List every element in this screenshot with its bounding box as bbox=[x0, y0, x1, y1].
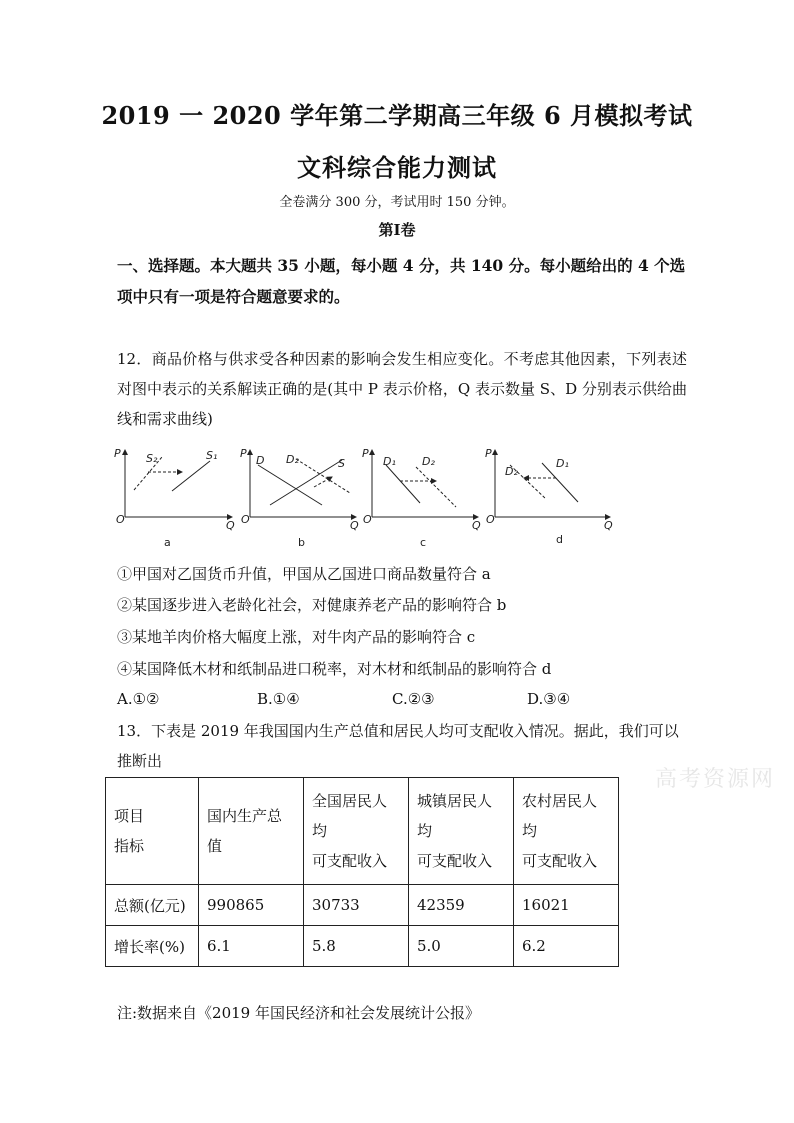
graph-b-p-label: P bbox=[240, 447, 247, 460]
graph-d-o-label: O bbox=[486, 513, 495, 526]
option-3: ③某地羊肉价格大幅度上涨，对牛肉产品的影响符合 c bbox=[117, 628, 476, 646]
table-cell: 990865 bbox=[199, 885, 304, 926]
graph-a-curve-label: S₂ bbox=[146, 452, 158, 465]
graph-c-p-label: P bbox=[362, 447, 369, 460]
table-cell: 总额(亿元) bbox=[106, 885, 199, 926]
graph-c-curve-label: D₁ bbox=[383, 455, 396, 468]
question-12-stem: 12．商品价格与供求受各种因素的影响会发生相应变化。不考虑其他因素，下列表述对图中表示的关系解读正确的是(其中 P 表示价格，Q 表示数量 S、D 分别表示供给曲线和需求曲线) bbox=[117, 350, 687, 428]
graph-b-q-label: Q bbox=[350, 519, 359, 532]
graph-d-p-label: P bbox=[485, 447, 492, 460]
graph-b-caption: b bbox=[298, 536, 305, 549]
table-cell: 42359 bbox=[409, 885, 514, 926]
volume-heading: 第Ⅰ卷 bbox=[378, 221, 416, 239]
table-header-cell: 项目 指标 bbox=[106, 778, 199, 885]
exam-title: 2019 一 2020 学年第二学期高三年级 6 月模拟考试 bbox=[101, 101, 693, 130]
option-1: ①甲国对乙国货币升值，甲国从乙国进口商品数量符合 a bbox=[117, 565, 491, 583]
table-row bbox=[106, 885, 619, 926]
graph-d-q-label: Q bbox=[604, 519, 613, 532]
table-row bbox=[106, 926, 619, 967]
choice-a: A.①② bbox=[117, 690, 160, 708]
graph-b-o-label: O bbox=[241, 513, 250, 526]
income-table bbox=[105, 777, 619, 967]
watermark: 高考资源网 bbox=[655, 767, 776, 792]
graph-a-curve-label: S₁ bbox=[206, 449, 218, 462]
option-2: ②某国逐步进入老龄化社会，对健康养老产品的影响符合 b bbox=[117, 596, 507, 614]
table-header-row bbox=[106, 778, 619, 885]
table-header-cell: 全国居民人 均 可支配收入 bbox=[304, 778, 409, 885]
table-header-cell: 国内生产总 值 bbox=[199, 778, 304, 885]
table-cell: 增长率(%) bbox=[106, 926, 199, 967]
graph-b-curve-label: S bbox=[338, 457, 345, 470]
graph-d-caption: d bbox=[556, 533, 563, 546]
table-cell: 5.8 bbox=[304, 926, 409, 967]
graph-a-o-label: O bbox=[116, 513, 125, 526]
table-header-cell: 城镇居民人 均 可支配收入 bbox=[409, 778, 514, 885]
option-4: ④某国降低木材和纸制品进口税率，对木材和纸制品的影响符合 d bbox=[117, 660, 552, 678]
graph-c-q-label: Q bbox=[472, 519, 481, 532]
graph-d bbox=[495, 450, 610, 517]
graph-d-curve-label: D₂ bbox=[505, 465, 518, 478]
table-cell: 5.0 bbox=[409, 926, 514, 967]
table-cell: 16021 bbox=[514, 885, 619, 926]
choice-c: C.②③ bbox=[392, 690, 435, 708]
graph-b-curve-label: D₂ bbox=[286, 453, 299, 466]
table-cell: 6.2 bbox=[514, 926, 619, 967]
exam-subtitle: 全卷满分 300 分，考试用时 150 分钟。 bbox=[279, 195, 515, 210]
graph-b-curve-label: D bbox=[256, 454, 265, 467]
graph-a-q-label: Q bbox=[226, 519, 235, 532]
table-source-note: 注:数据来自《2019 年国民经济和社会发展统计公报》 bbox=[117, 1004, 480, 1022]
supply-demand-graphs bbox=[110, 445, 630, 550]
choice-b: B.①④ bbox=[257, 690, 300, 708]
graph-d-curve-label: D₁ bbox=[556, 457, 569, 470]
graph-c-caption: c bbox=[420, 536, 427, 549]
exam-subject-title: 文科综合能力测试 bbox=[297, 153, 497, 182]
table-cell: 6.1 bbox=[199, 926, 304, 967]
graph-c-o-label: O bbox=[363, 513, 372, 526]
choice-d: D.③④ bbox=[527, 690, 571, 708]
section-heading: 一、选择题。本大题共 35 小题，每小题 4 分，共 140 分。每小题给出的 4 个选项中只有一项是符合题意要求的。 bbox=[117, 256, 686, 306]
question-13-stem: 13．下表是 2019 年我国国内生产总值和居民人均可支配收入情况。据此，我们可以推断出 bbox=[117, 722, 679, 770]
table-cell: 30733 bbox=[304, 885, 409, 926]
table-header-cell: 农村居民人 均 可支配收入 bbox=[514, 778, 619, 885]
graph-c-curve-label: D₂ bbox=[422, 455, 435, 468]
graph-a-p-label: P bbox=[114, 447, 121, 460]
graph-a-caption: a bbox=[164, 536, 171, 549]
